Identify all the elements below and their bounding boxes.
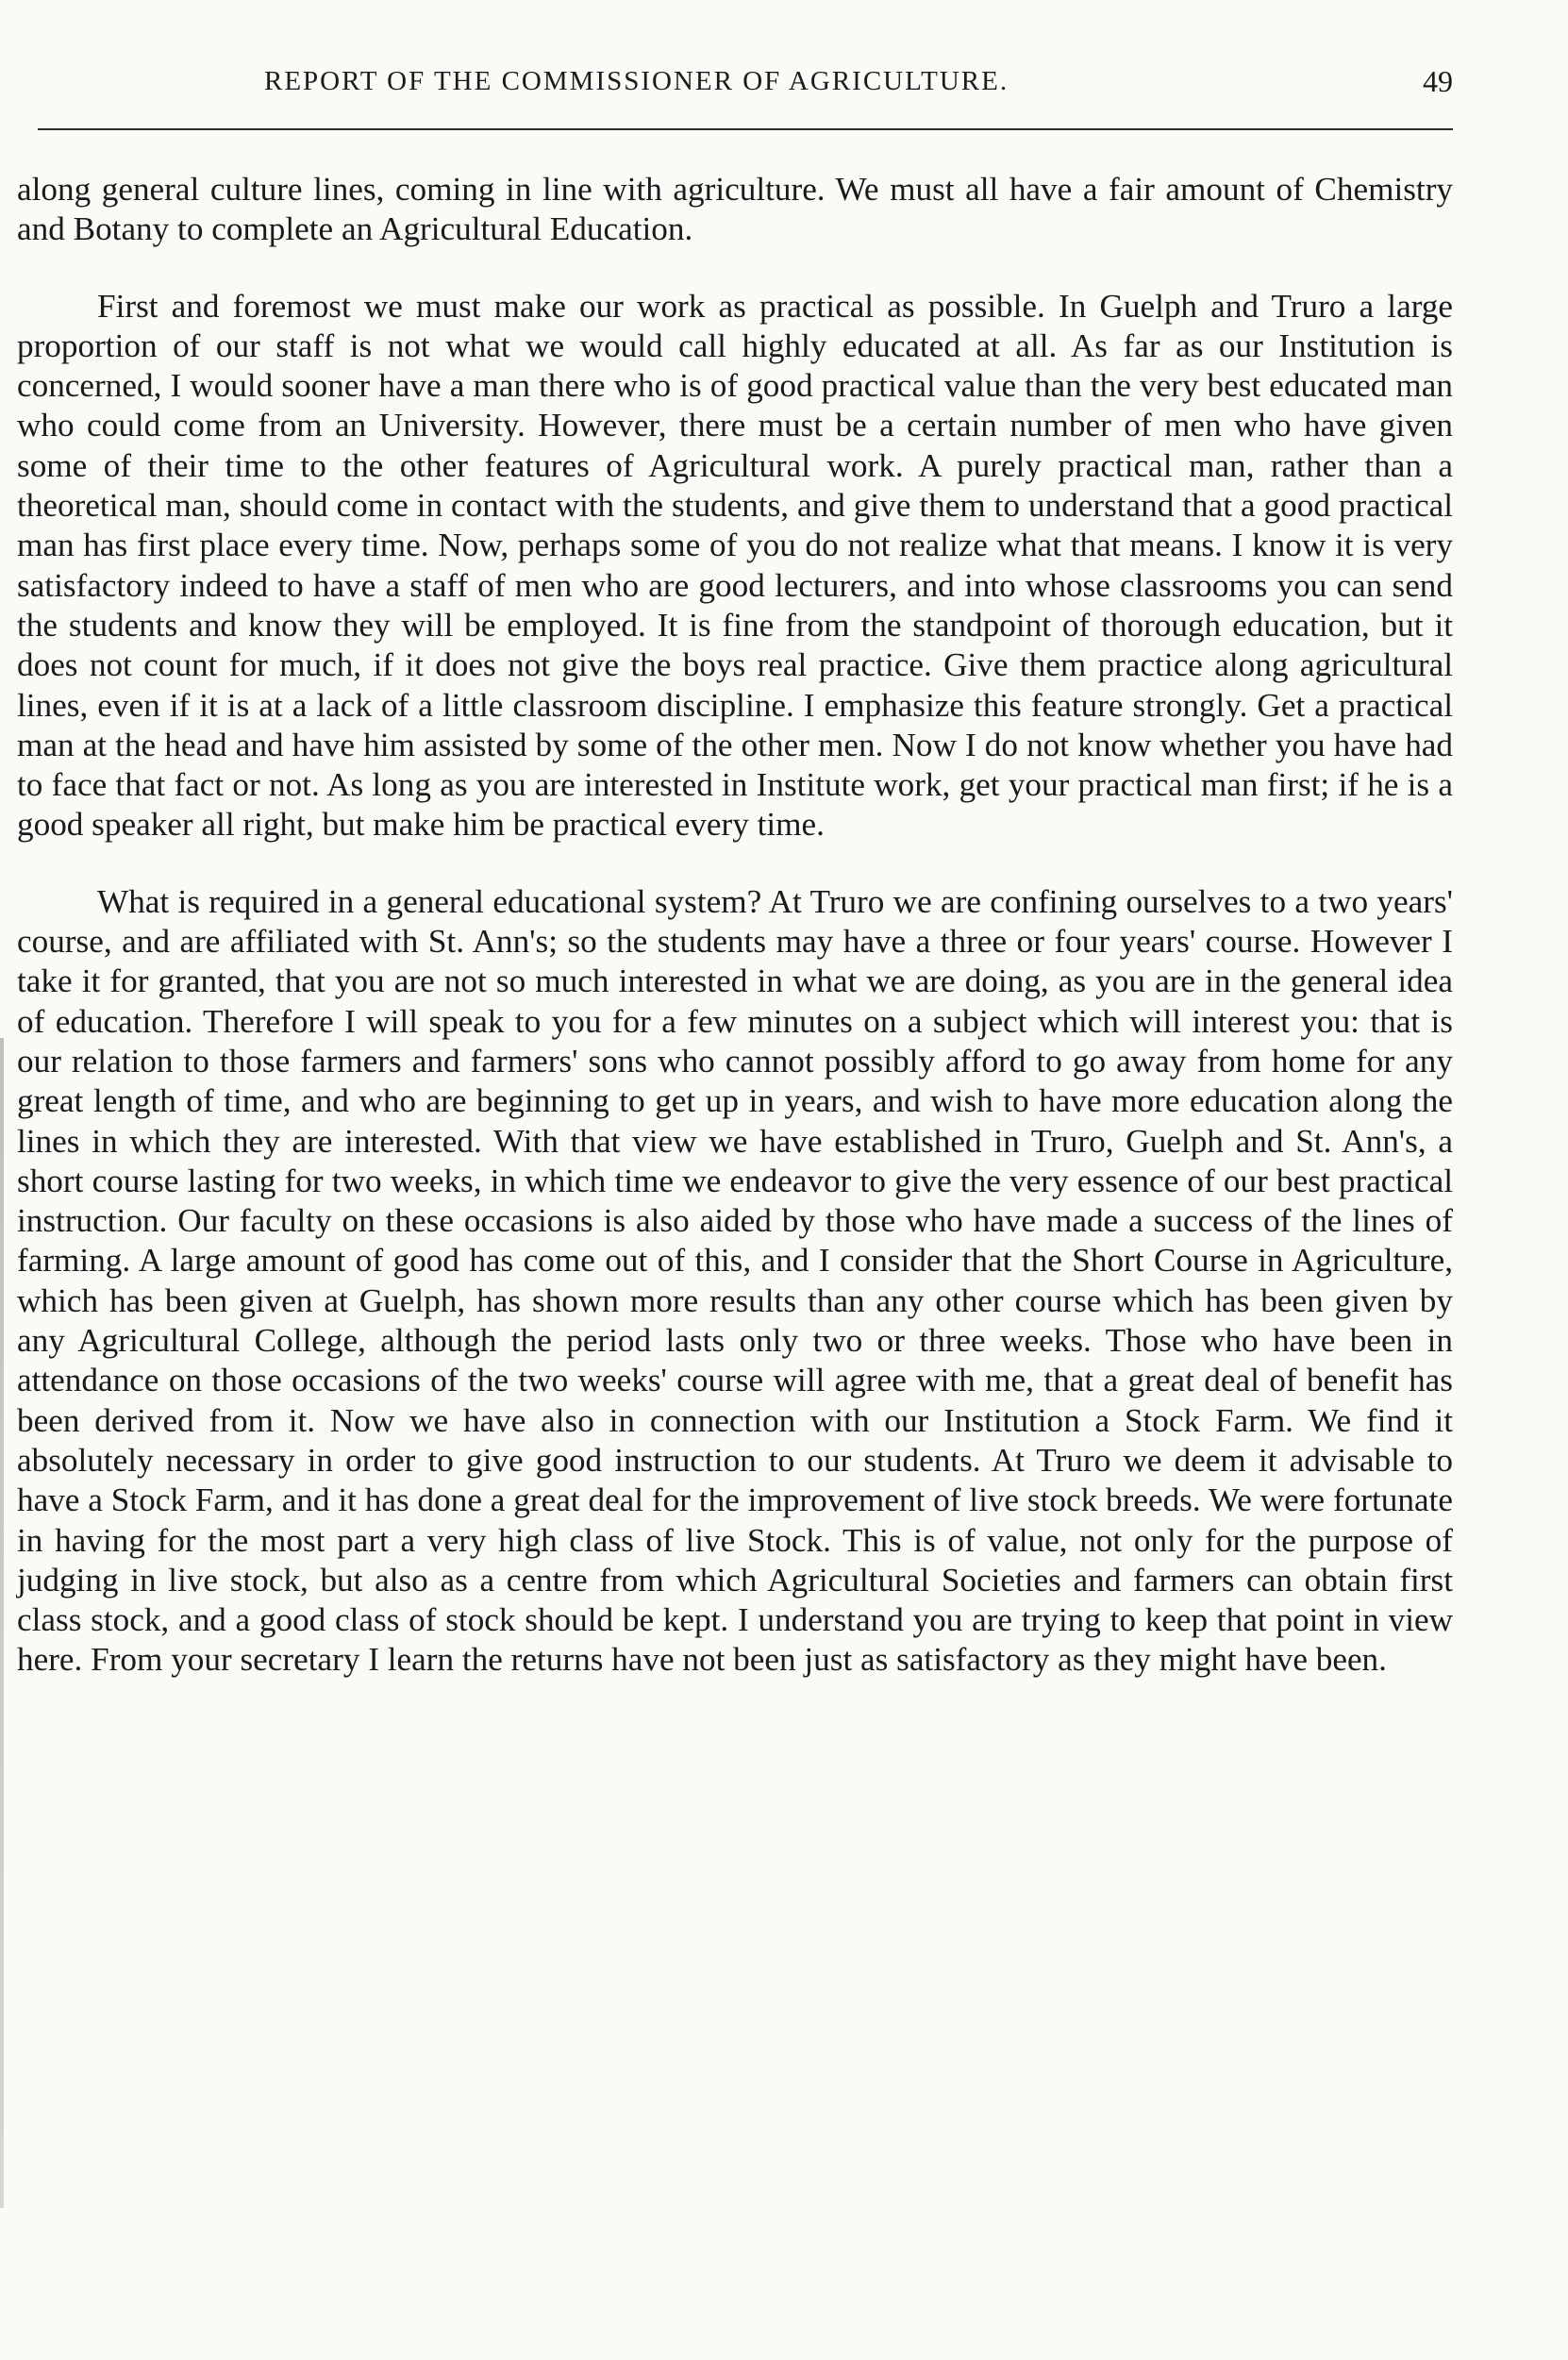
paragraph-educational-system: What is required in a general educational system? At Truro we are confining ourselves to a two years' course, and are affiliated with St. Ann's; so the students may have a three or four years' course. However I take it for granted, that you are not so much interested in what we are doing, as you are in the general idea of education. Therefore I will speak to you for a few minutes on a subject which will interest you: that is our relation to those farmers and farmers' sons who cannot possibly afford to go away from home for any great length of time, and who are beginning to get up in years, and wish to have more education along the lines in which they are interested. With that view we have established in Truro, Guelph and St. Ann's, a short course lasting for two weeks, in which time we endeavor to give the very essence of our best practical instruction. Our faculty on these occasions is also aided by those who have made a success of the lines of farming. A large amount of good has come out of this, and I consider that the Short Course in Agriculture, which has been given at Guelph, has shown more results than any other course which has been given by any Agricultural College, although the period lasts only two or three weeks. Those who have been in attendance on those occasions of the two weeks' course will agree with me, that a great deal of benefit has been derived from it. Now we have also in connection with our Institution a Stock Farm. We find it absolutely necessary in order to give good instruction to our students. At Truro we deem it advisable to have a Stock Farm, and it has done a great deal for the improvement of live stock breeds. We were fortunate in having for the most part a very high class of live Stock. This is of value, not only for the purpose of judging in live stock, but also as a centre from which Agricultural Societies and farmers can obtain first class stock, and a good class of stock should be kept. I understand you are trying to keep that point in view here. From your secretary I learn the returns have not been just as satisfactory as they might have been.: [17, 882, 1453, 1679]
running-head: REPORT OF THE COMMISSIONER OF AGRICULTURE.: [264, 66, 1009, 96]
body-text: [17, 170, 1453, 1681]
page-header: [38, 66, 1453, 113]
binding-shadow: [0, 1038, 4, 2208]
page-number: 49: [1423, 64, 1453, 98]
paragraph-continuation: along general culture lines, coming in line with agriculture. We must all have a fair amount of Chemistry and Botany to complete an Agricultural Education.: [17, 171, 1453, 248]
paragraph-practical-work: First and foremost we must make our work as practical as possible. In Guelph and Truro a large proportion of our staff is not what we would call highly educated at all. As far as our Institution is concerned, I would sooner have a man there who is of good practical value than the very best educated man who could come from an University. However, there must be a certain number of men who have given some of their time to the other features of Agricultural work. A purely practical man, rather than a theoretical man, should come in contact with the students, and give them to understand that a good practical man has first place every time. Now, perhaps some of you do not realize what that means. I know it is very satisfactory indeed to have a staff of men who are good lecturers, and into whose classrooms you can send the students and know they will be employed. It is fine from the standpoint of thorough education, but it does not count for much, if it does not give the boys real practice. Give them practice along agricultural lines, even if it is at a lack of a little classroom discipline. I emphasize this feature strongly. Get a practical man at the head and have him assisted by some of the other men. Now I do not know whether you have had to face that fact or not. As long as you are interested in Institute work, get your practical man first; if he is a good speaker all right, but make him be practical every time.: [17, 287, 1453, 844]
header-rule: [38, 128, 1453, 130]
